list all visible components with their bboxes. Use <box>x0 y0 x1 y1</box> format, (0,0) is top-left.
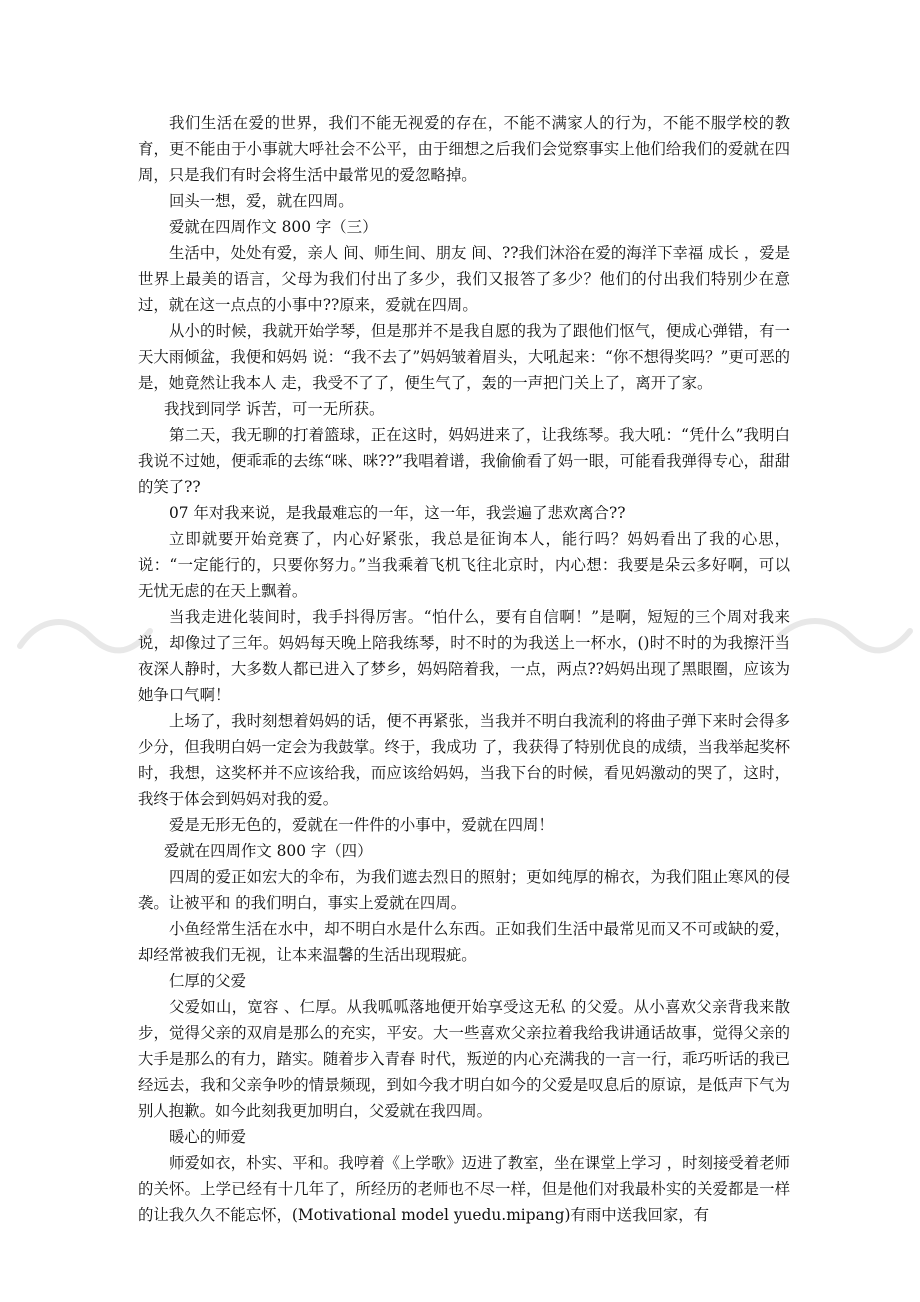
paragraph: 小鱼经常生活在水中，却不明白水是什么东西。正如我们生活中最常见而又不可或缺的爱，却经常被我们无视，让本来温馨的生活出现瑕疵。 <box>138 920 790 964</box>
paragraph: 回头一想，爱，就在四周。 <box>169 192 354 210</box>
section-heading: 爱就在四周作文 800 字（三） <box>169 218 378 236</box>
paragraph: 从小的时候，我就开始学琴，但是那并不是我自愿的我为了跟他们怄气，便成心弹错，有一天大雨倾盆，我便和妈妈 说：“我不去了”妈妈皱着眉头，大吼起来：“你不想得奖吗？”更可恶的是，她竟然让我本人 走，我受不了了，便生气了，轰的一声把门关上了，离开了家。 <box>138 322 790 392</box>
subheading: 仁厚的父爱 <box>169 972 246 990</box>
paragraph: 我们生活在爱的世界，我们不能无视爱的存在，不能不满家人的行为，不能不服学校的教育，更不能由于小事就大呼社会不公平，由于细想之后我们会觉察事实上他们给我们的爱就在四周，只是我们有时会将生活中最常见的爱忽略掉。 <box>138 114 790 184</box>
paragraph: 父爱如山，宽容 、仁厚。从我呱呱落地便开始享受这无私 的父爱。从小喜欢父亲背我来散步，觉得父亲的双肩是那么的充实，平安。大一些喜欢父亲拉着我给我讲通话故事，觉得父亲的大手是那么的有力，踏实。随着步入青春 时代，叛逆的内心充满我的一言一行，乖巧听话的我已经远去，我和父亲争吵的情景频现，到如今我才明白如今的父爱是叹息后的原谅，是低声下气为别人抱歉。如今此刻我更加明白，父爱就在我四周。 <box>138 998 790 1120</box>
subheading: 暖心的师爱 <box>169 1128 246 1146</box>
paragraph: 立即就要开始竞赛了，内心好紧张，我总是征询本人，能行吗？妈妈看出了我的心思，说：“一定能行的，只要你努力。”当我乘着飞机飞往北京时，内心想：我要是朵云多好啊，可以无忧无虑的在天上飘着。 <box>138 530 790 600</box>
paragraph: 生活中，处处有爱，亲人 间、师生间、朋友 间、??我们沐浴在爱的海洋下幸福 成长 ，爱是世界上最美的语言，父母为我们付出了多少，我们又报答了多少？他们的付出我们特别少在意过，就在这一点点的小事中??原来，爱就在四周。 <box>138 244 790 314</box>
paragraph: 爱是无形无色的，爱就在一件件的小事中，爱就在四周！ <box>169 816 554 834</box>
paragraph: 师爱如衣，朴实、平和。我哼着《上学歌》迈进了教室，坐在课堂上学习 ，时刻接受着老师 的关怀。上学已经有十几年了，所经历的老师也不尽一样，但是他们对我最朴实的关爱都是一样的让我久久不能忘怀，(Motivational model yuedu.mipang)有雨中送我回家，有 <box>138 1154 790 1224</box>
paragraph: 四周的爱正如宏大的伞布，为我们遮去烈日的照射；更如纯厚的棉衣，为我们阻止寒风的侵袭。让被平和 的我们明白，事实上爱就在四周。 <box>138 868 790 912</box>
paragraph: 07 年对我来说，是我最难忘的一年，这一年，我尝遍了悲欢离合?? <box>169 504 626 522</box>
paragraph: 上场了，我时刻想着妈妈的话，便不再紧张，当我并不明白我流利的将曲子弹下来时会得多少分，但我明白妈一定会为我鼓掌。终于，我成功 了，我获得了特别优良的成绩，当我举起奖杯时，我想，这奖杯并不应该给我，而应该给妈妈，当我下台的时候，看见妈激动的哭了，这时，我终于体会到妈妈对我的爱。 <box>138 712 790 808</box>
paragraph: 当我走进化装间时，我手抖得厉害。“怕什么，要有自信啊！”是啊，短短的三个周对我来说，却像过了三年。妈妈每天晚上陪我练琴，时不时的为我送上一杯水，()时不时的为我擦汗当夜深人静时，大多数人都已进入了梦乡，妈妈陪着我，一点，两点??妈妈出现了黑眼圈，应该为她争口气啊！ <box>138 608 790 704</box>
section-heading: 爱就在四周作文 800 字（四） <box>164 842 373 860</box>
paragraph: 第二天，我无聊的打着篮球，正在这时，妈妈进来了，让我练琴。我大吼：“凭什么”我明白我说不过她，便乖乖的去练“咪、咪??”我唱着谱，我偷偷看了妈一眼，可能看我弹得专心，甜甜的笑了?? <box>138 426 790 496</box>
paragraph: 我找到同学 诉苦，可一无所获。 <box>164 400 385 418</box>
document-body <box>138 110 790 1228</box>
